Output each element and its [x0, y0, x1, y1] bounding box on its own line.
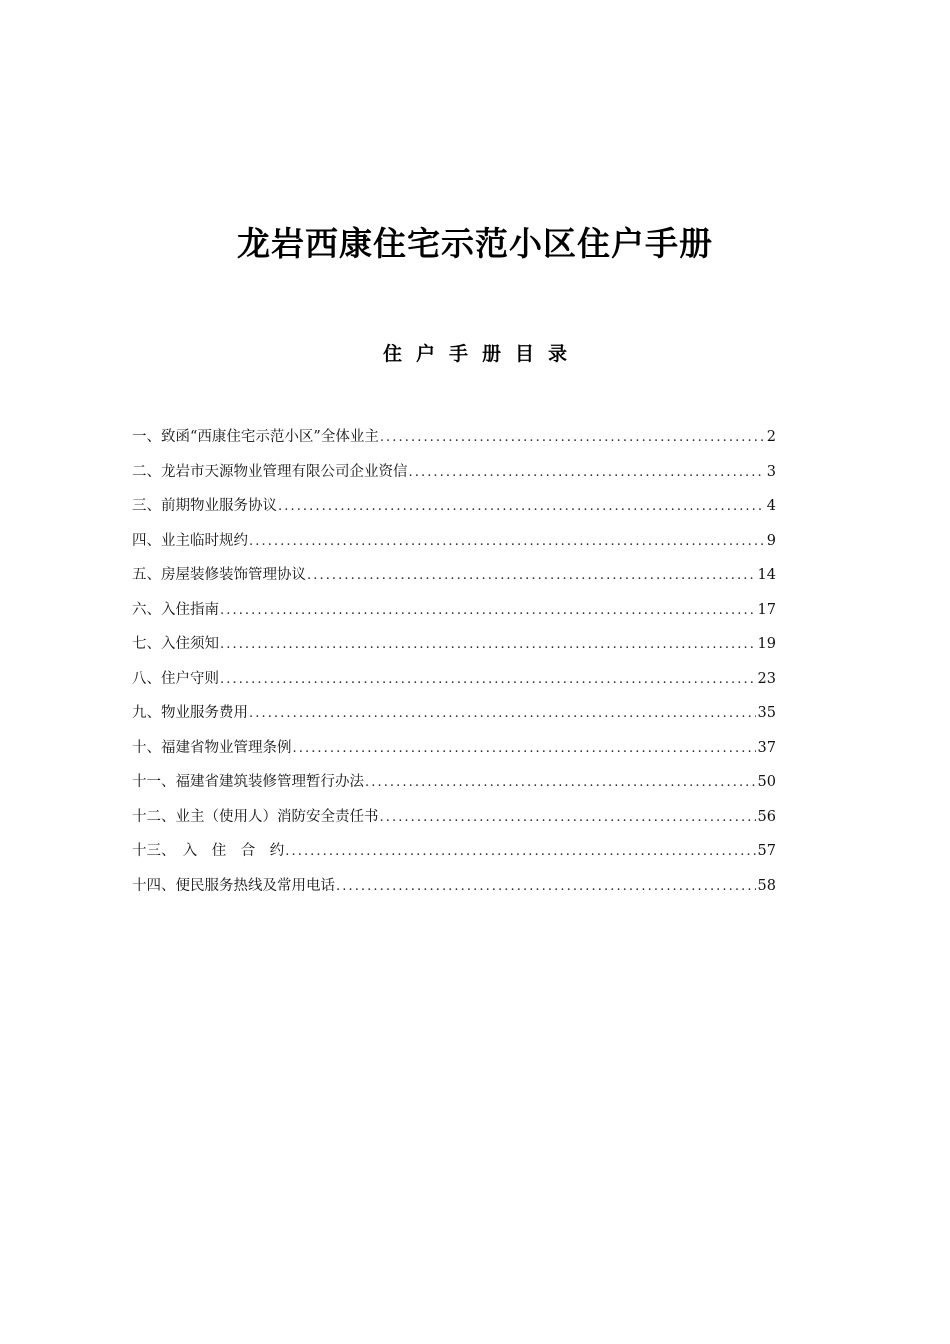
toc-entry-page: 14 — [757, 567, 776, 583]
toc-entry-label: 十一、福建省建筑装修管理暂行办法 — [132, 774, 364, 790]
toc-dot-leader — [380, 807, 756, 829]
toc-dot-leader — [249, 703, 756, 725]
toc-entry[interactable] — [132, 668, 776, 703]
toc-entry[interactable] — [132, 702, 776, 737]
toc-dot-leader — [380, 427, 765, 449]
toc-entry-page: 56 — [757, 808, 776, 825]
toc-entry-page: 9 — [766, 532, 776, 549]
toc-heading: 住户手册目录 — [382, 343, 581, 365]
toc-dot-leader — [336, 876, 756, 898]
toc-entry-page: 4 — [766, 498, 776, 514]
table-of-contents — [132, 426, 776, 909]
toc-entry-page: 37 — [757, 739, 776, 756]
toc-entry[interactable] — [132, 840, 776, 875]
toc-entry-label: 九、物业服务费用 — [132, 705, 248, 721]
toc-entry-label: 十三、 入 住 合 约 — [132, 843, 285, 859]
toc-entry-page: 58 — [757, 877, 776, 894]
document-title: 龙岩西康住宅示范小区住户手册 — [237, 224, 713, 264]
toc-entry[interactable] — [132, 737, 776, 772]
toc-entry-label: 十四、便民服务热线及常用电话 — [132, 877, 335, 894]
toc-entry[interactable] — [132, 530, 776, 565]
toc-entry-page: 50 — [757, 774, 776, 790]
toc-dot-leader — [249, 531, 765, 553]
toc-entry[interactable] — [132, 599, 776, 634]
toc-entry[interactable] — [132, 806, 776, 841]
toc-entry-page: 17 — [757, 601, 776, 618]
toc-entry-page: 3 — [766, 463, 776, 480]
toc-entry-label: 五、房屋装修装饰管理协议 — [132, 567, 306, 583]
toc-entry[interactable] — [132, 426, 776, 461]
toc-entry[interactable] — [132, 461, 776, 496]
toc-entry-page: 23 — [757, 670, 776, 687]
toc-entry[interactable] — [132, 875, 776, 910]
toc-entry-label: 十、福建省物业管理条例 — [132, 739, 292, 756]
toc-entry-label: 十二、业主（使用人）消防安全责任书 — [132, 808, 379, 825]
toc-entry-label: 一、致函“西康住宅示范小区”全体业主 — [132, 429, 379, 445]
toc-entry[interactable] — [132, 495, 776, 530]
toc-entry-page: 35 — [757, 705, 776, 721]
toc-dot-leader — [307, 565, 756, 587]
toc-dot-leader — [285, 841, 755, 863]
toc-entry-page: 19 — [757, 636, 776, 652]
toc-dot-leader — [278, 496, 765, 518]
toc-dot-leader — [293, 738, 756, 760]
toc-entry-label: 三、前期物业服务协议 — [132, 498, 277, 514]
toc-entry[interactable] — [132, 564, 776, 599]
toc-entry-page: 2 — [766, 429, 776, 445]
toc-dot-leader — [409, 462, 765, 484]
toc-entry[interactable] — [132, 633, 776, 668]
toc-entry-label: 六、入住指南 — [132, 601, 219, 618]
toc-entry-label: 七、入住须知 — [132, 636, 219, 652]
toc-dot-leader — [220, 600, 756, 622]
toc-dot-leader — [365, 772, 756, 794]
toc-dot-leader — [220, 634, 756, 656]
toc-entry-page: 57 — [757, 843, 776, 859]
toc-entry-label: 四、业主临时规约 — [132, 532, 248, 549]
toc-entry-label: 八、住户守则 — [132, 670, 219, 687]
toc-entry[interactable] — [132, 771, 776, 806]
toc-entry-label: 二、龙岩市天源物业管理有限公司企业资信 — [132, 463, 408, 480]
toc-dot-leader — [220, 669, 756, 691]
